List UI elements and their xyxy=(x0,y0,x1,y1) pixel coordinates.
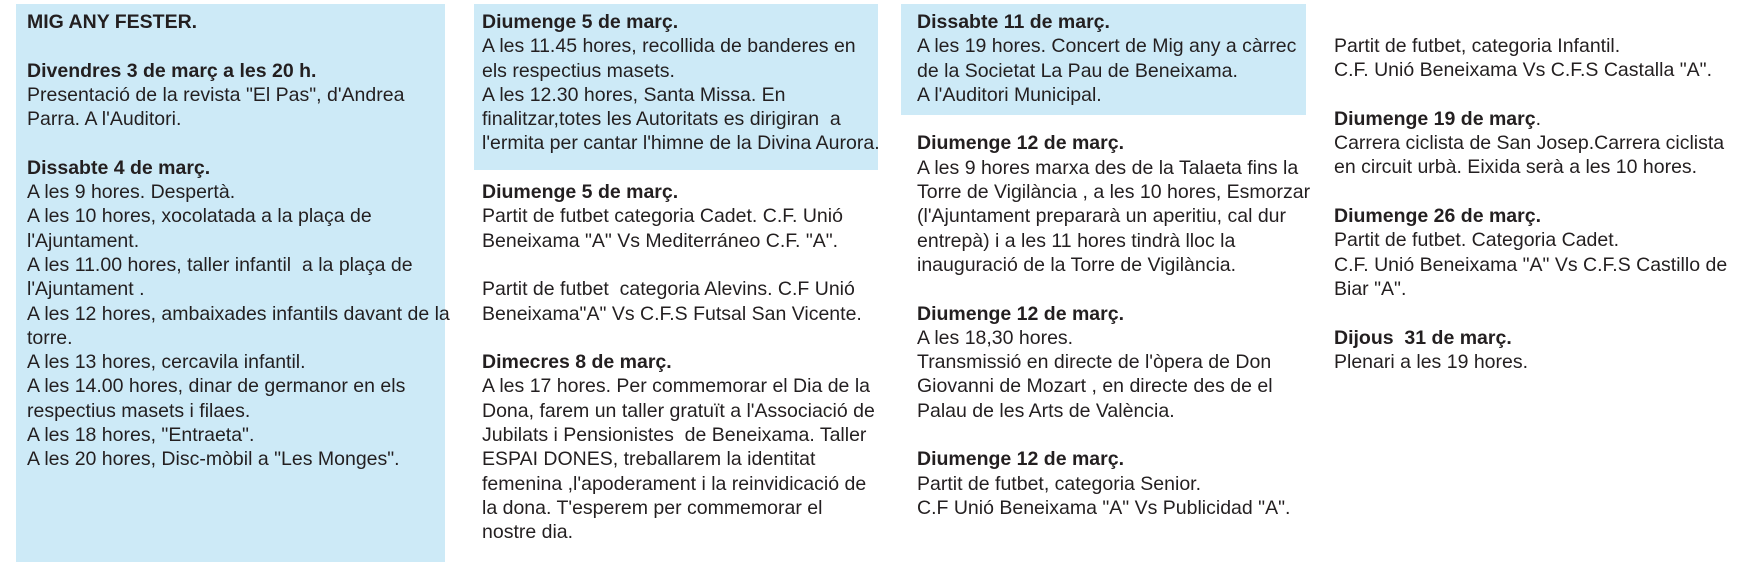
event-text: Giovanni de Mozart , en directe des de el xyxy=(917,375,1273,398)
event-heading: Diumenge 12 de març. xyxy=(917,132,1124,155)
event-text: Parra. A l'Auditori. xyxy=(27,108,182,131)
event-text: A les 18,30 hores. xyxy=(917,326,1074,349)
event-heading: Diumenge 12 de març. xyxy=(917,302,1124,325)
event-text: Presentació de la revista "El Pas", d'Andrea xyxy=(27,83,405,106)
event-text: A les 10 hores, xocolatada a la plaça de xyxy=(27,205,372,228)
column-3 xyxy=(917,10,1310,520)
event-text: de la Societat La Pau de Beneixama. xyxy=(917,59,1238,82)
event-text: Carrera ciclista de San Josep.Carrera ciclista xyxy=(1334,132,1725,155)
event-heading-row xyxy=(1334,107,1727,131)
event-text: Partit de futbet categoria Cadet. C.F. Unió xyxy=(482,205,843,228)
event-text: Palau de les Arts de València. xyxy=(917,399,1175,422)
event-text: A les 12.30 hores, Santa Missa. En xyxy=(482,83,786,106)
event-text: C.F Unió Beneixama "A" Vs Publicidad "A". xyxy=(917,496,1291,519)
event-text: femenina ,l'apoderament i la reinvidicació de xyxy=(482,472,867,495)
event-text: A les 11.45 hores, recollida de banderes en xyxy=(482,35,856,58)
column-4 xyxy=(1334,34,1727,374)
event-text: Partit de futbet categoria Alevins. C.F Unió xyxy=(482,278,855,301)
event-text: C.F. Unió Beneixama "A" Vs C.F.S Castillo de xyxy=(1334,253,1728,276)
event-text: A les 19 hores. Concert de Mig any a càrrec xyxy=(917,35,1297,58)
event-text: A les 9 hores. Despertà. xyxy=(27,181,236,204)
event-text: Beneixama "A" Vs Mediterráneo C.F. "A". xyxy=(482,229,839,252)
event-heading: Diumenge 19 de març xyxy=(1334,107,1536,130)
event-heading: Dissabte 11 de març. xyxy=(917,11,1110,33)
event-text: Beneixama"A" Vs C.F.S Futsal San Vicente. xyxy=(482,302,862,325)
event-text: A l'Auditori Municipal. xyxy=(917,83,1102,106)
event-text: A les 14.00 hores, dinar de germanor en els xyxy=(27,375,406,398)
event-text: A les 12 hores, ambaixades infantils davant de la xyxy=(27,302,450,325)
event-text: torre. xyxy=(27,326,73,349)
event-heading: Diumenge 5 de març. xyxy=(482,11,679,33)
event-text: nostre dia. xyxy=(482,521,574,544)
event-text: l'ermita per cantar l'himne de la Divina Aurora. xyxy=(482,132,880,155)
event-text: els respectius masets. xyxy=(482,59,675,82)
event-text: A les 9 hores marxa des de la Talaeta fins la xyxy=(917,156,1299,179)
event-text: Biar "A". xyxy=(1334,277,1407,300)
event-text: l'Ajuntament. xyxy=(27,229,140,252)
column-1 xyxy=(27,10,450,472)
event-text: Jubilats i Pensionistes de Beneixama. Taller xyxy=(482,424,867,447)
column-2 xyxy=(482,10,880,545)
event-text: l'Ajuntament . xyxy=(27,278,145,301)
event-text: Dona, farem un taller gratuït a l'Associació de xyxy=(482,399,875,422)
event-text: Partit de futbet. Categoria Cadet. xyxy=(1334,229,1620,252)
event-text: Plenari a les 19 hores. xyxy=(1334,350,1529,373)
event-text: A les 17 hores. Per commemorar el Dia de la xyxy=(482,375,871,398)
event-heading: Divendres 3 de març a les 20 h. xyxy=(27,59,317,82)
event-text: la dona. T'esperem per commemorar el xyxy=(482,496,823,519)
event-heading-period: . xyxy=(1535,107,1542,130)
event-text: inauguració de la Torre de Vigilància. xyxy=(917,253,1237,276)
event-heading: Diumenge 5 de març. xyxy=(482,181,679,204)
event-text: A les 13 hores, cercavila infantil. xyxy=(27,351,306,374)
event-heading: Diumenge 12 de març. xyxy=(917,448,1124,471)
event-text: Partit de futbet, categoria Senior. xyxy=(917,472,1202,495)
event-text: finalitzar,totes les Autoritats es dirigiran a xyxy=(482,108,841,131)
event-heading: Dissabte 4 de març. xyxy=(27,156,211,179)
event-text: A les 18 hores, "Entraeta". xyxy=(27,424,255,447)
event-text: A les 20 hores, Disc-mòbil a "Les Monges". xyxy=(27,448,400,471)
page-title: MIG ANY FESTER. xyxy=(27,11,198,33)
event-text: respectius masets i filaes. xyxy=(27,399,251,422)
event-text: en circuit urbà. Eixida serà a les 10 hores. xyxy=(1334,156,1698,179)
event-text: Transmissió en directe de l'òpera de Don xyxy=(917,351,1272,374)
event-text: Torre de Vigilància , a les 10 hores, Esmorzar xyxy=(917,181,1311,204)
event-heading: Dijous 31 de març. xyxy=(1334,326,1512,349)
event-text: Partit de futbet, categoria Infantil. xyxy=(1334,35,1621,57)
event-text: entrepà) i a les 11 hores tindrà lloc la xyxy=(917,229,1236,252)
event-heading: Dimecres 8 de març. xyxy=(482,351,672,374)
event-text: A les 11.00 hores, taller infantil a la plaça de xyxy=(27,253,413,276)
event-heading: Diumenge 26 de març. xyxy=(1334,205,1541,228)
event-text: (l'Ajuntament prepararà un aperitiu, cal dur xyxy=(917,205,1287,228)
event-text: C.F. Unió Beneixama Vs C.F.S Castalla "A". xyxy=(1334,59,1712,82)
event-text: ESPAI DONES, treballarem la identitat xyxy=(482,448,816,471)
